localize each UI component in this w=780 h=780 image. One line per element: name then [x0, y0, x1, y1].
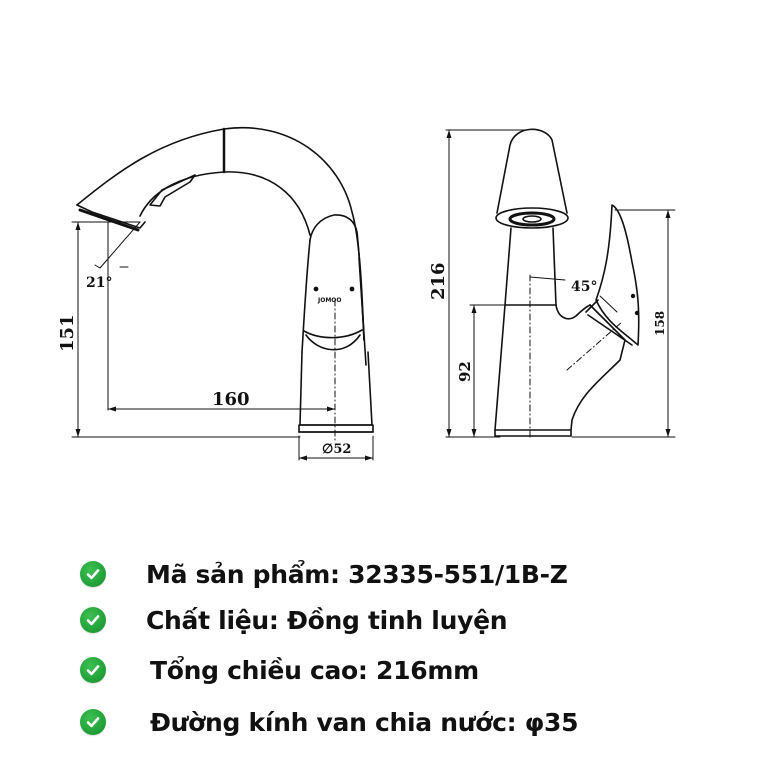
body-height-label: 92 [456, 361, 474, 382]
spout-height-label: 151 [57, 314, 78, 352]
spec-item-total-height [80, 650, 479, 690]
total-height-label: 216 [428, 262, 449, 300]
spec-item-label: Đường kính van chia nước: φ35 [150, 707, 579, 737]
side-view-faucet [495, 129, 639, 436]
handle-angle-label: 45° [571, 279, 598, 295]
base-diameter-label: ∅52 [322, 442, 352, 457]
side-view-dimensions [446, 130, 675, 437]
spec-item-product-code [80, 554, 568, 594]
spout-angle-label: 21° [86, 275, 113, 291]
handle-height-label: 158 [653, 310, 667, 336]
brand-logo-text: JOMOO [318, 297, 342, 304]
spec-item-valve-diameter [80, 702, 578, 742]
spec-item-label: Mã sản phẩm: 32335-551/1B-Z [146, 559, 568, 589]
check-circle-icon [80, 657, 106, 683]
check-circle-icon [80, 709, 106, 735]
check-circle-icon [80, 607, 106, 633]
spec-item-label: Chất liệu: Đồng tinh luyện [146, 605, 508, 635]
spout-reach-label: 160 [212, 389, 250, 410]
spec-item-material [80, 600, 507, 640]
spec-item-label: Tổng chiều cao: 216mm [150, 655, 479, 685]
check-circle-icon [80, 561, 106, 587]
front-view-faucet [77, 128, 373, 432]
